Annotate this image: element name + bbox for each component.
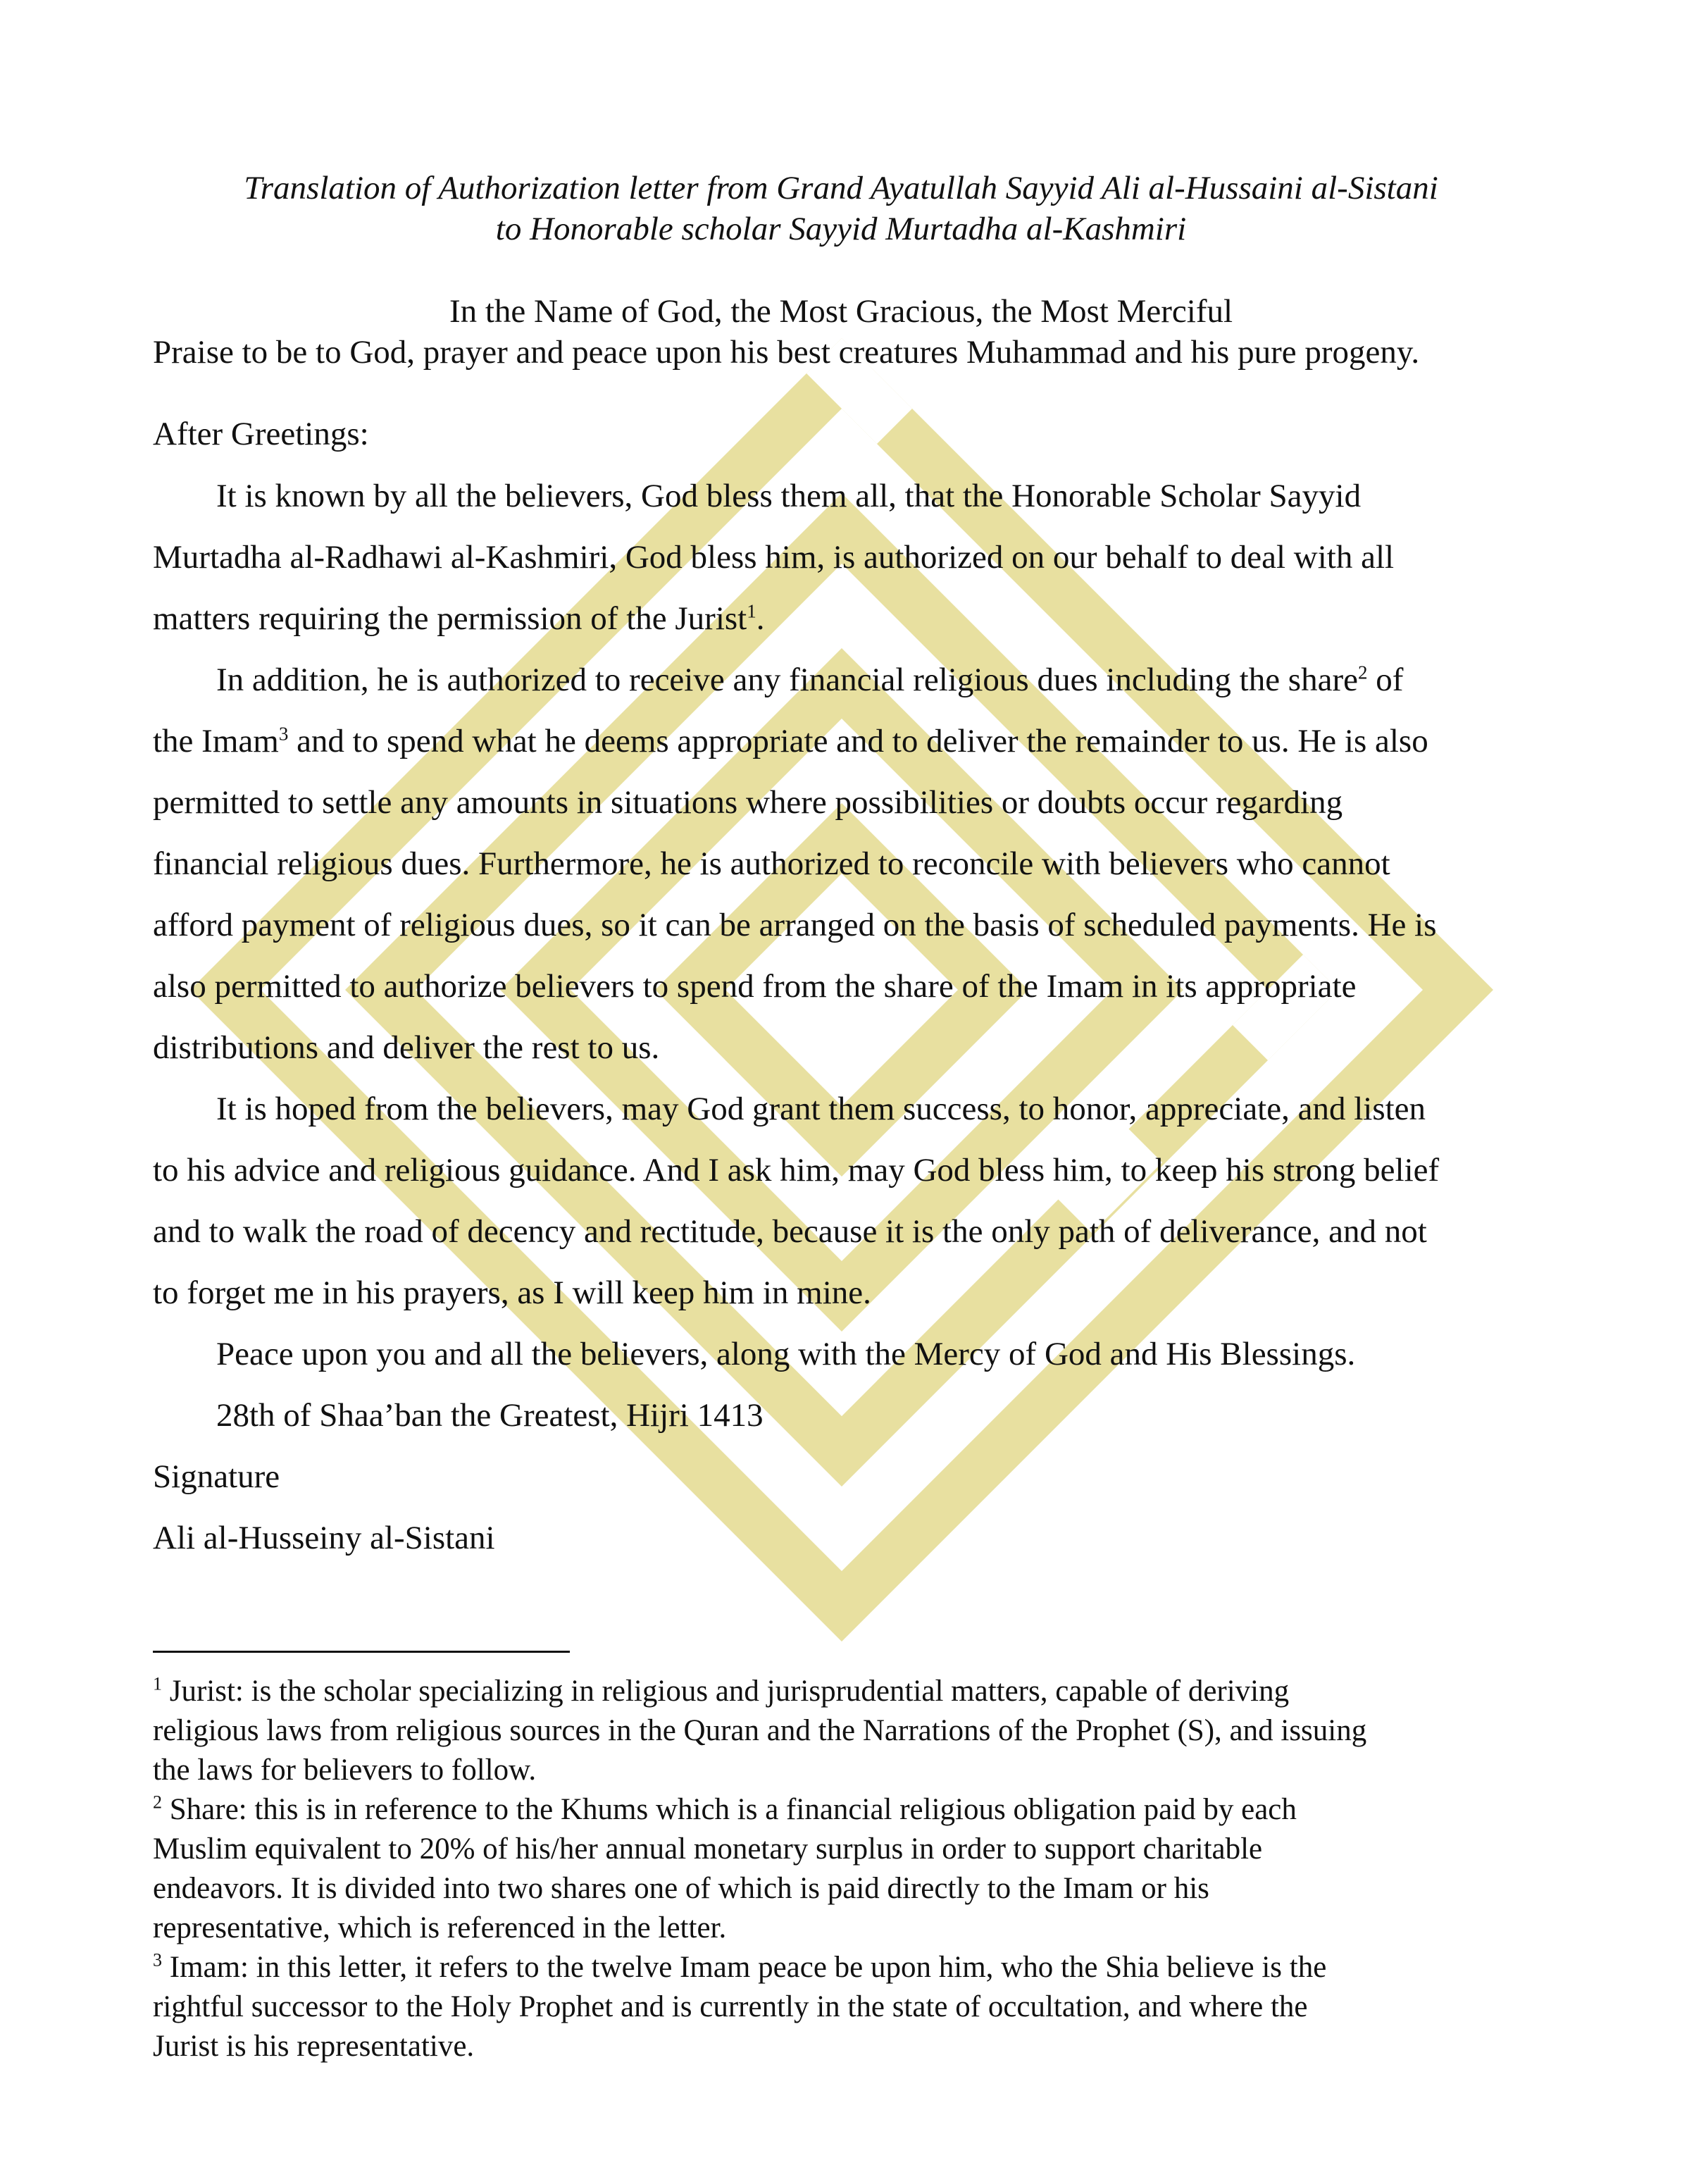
paragraph-2-line-4: financial religious dues. Furthermore, he is authorized to reconcile with believers who cannot — [153, 845, 1390, 882]
paragraph-1-text: matters requiring the permission of the Jurist — [153, 600, 747, 637]
praise-line: Praise to be to God, prayer and peace upon his best creatures Muhammad and his pure progeny. — [153, 334, 1420, 371]
footnote-3-text: Imam: in this letter, it refers to the twelve Imam peace be upon him, who the Shia believe is the — [162, 1951, 1327, 1984]
document-title-line-2: to Honorable scholar Sayyid Murtadha al-Kashmiri — [495, 211, 1187, 247]
signature-label: Signature — [153, 1458, 280, 1495]
paragraph-2-line-2-start: the Imam — [153, 723, 279, 759]
footnote-2-marker: 2 — [153, 1792, 162, 1813]
paragraph-3-line-4: to forget me in his prayers, as I will keep him in mine. — [153, 1274, 871, 1311]
document-title-line-1: Translation of Authorization letter from Grand Ayatullah Sayyid Ali al-Hussaini al-Sistani — [244, 170, 1438, 206]
footnote-1-line-1 — [153, 1672, 1289, 1711]
footnote-ref-3[interactable]: 3 — [278, 723, 289, 745]
paragraph-1-line-2: Murtadha al-Radhawi al-Kashmiri, God bless him, is authorized on our behalf to deal with all — [153, 539, 1395, 576]
footnote-2-line-3: endeavors. It is divided into two shares one of which is paid directly to the Imam or his — [153, 1872, 1209, 1905]
closing-salutation: Peace upon you and all the believers, along with the Mercy of God and His Blessings. — [216, 1336, 1356, 1372]
footnote-3-line-3: Jurist is his representative. — [153, 2030, 475, 2063]
footnote-2-text: Share: this is in reference to the Khums which is a financial religious obligation paid by each — [162, 1793, 1297, 1826]
footnote-ref-2[interactable]: 2 — [1357, 662, 1368, 683]
footnote-2-line-2: Muslim equivalent to 20% of his/her annual monetary surplus in order to support charitable — [153, 1832, 1263, 1866]
paragraph-3-line-1: It is hoped from the believers, may God grant them success, to honor, appreciate, and listen — [216, 1091, 1426, 1127]
footnote-1-text: Jurist: is the scholar specializing in religious and jurisprudential matters, capable of deriving — [162, 1675, 1290, 1708]
footnote-1-marker: 1 — [153, 1673, 162, 1694]
paragraph-2-text: In addition, he is authorized to receive any financial religious dues including the share — [216, 662, 1358, 698]
paragraph-2-line-1 — [216, 659, 1403, 700]
paragraph-2-line-1-end: of — [1367, 662, 1404, 698]
paragraph-2-line-7: distributions and deliver the rest to us. — [153, 1029, 660, 1066]
paragraph-1-end: . — [756, 600, 765, 637]
greeting: After Greetings: — [153, 416, 369, 452]
paragraph-3-line-3: and to walk the road of decency and rectitude, because it is the only path of deliverance, and not — [153, 1213, 1427, 1250]
footnote-3-line-2: rightful successor to the Holy Prophet and is currently in the state of occultation, and where the — [153, 1990, 1308, 2023]
paragraph-1-line-3 — [153, 598, 764, 639]
footnote-3-line-1 — [153, 1948, 1326, 1987]
paragraph-2-line-5: afford payment of religious dues, so it can be arranged on the basis of scheduled payments. He is — [153, 907, 1437, 943]
letter-date: 28th of Shaa’ban the Greatest, Hijri 1413 — [216, 1397, 764, 1434]
basmala: In the Name of God, the Most Gracious, the Most Merciful — [449, 293, 1233, 330]
footnote-3-marker: 3 — [153, 1949, 162, 1971]
signatory-name: Ali al-Husseiny al-Sistani — [153, 1520, 495, 1556]
footnote-1-line-3: the laws for believers to follow. — [153, 1754, 537, 1787]
paragraph-3-line-2: to his advice and religious guidance. And I ask him, may God bless him, to keep his strong belief — [153, 1152, 1440, 1189]
footnote-2-line-4: representative, which is referenced in the letter. — [153, 1911, 727, 1944]
footnote-ref-1[interactable]: 1 — [747, 600, 756, 622]
paragraph-2-line-2 — [153, 721, 1428, 762]
paragraph-1-line-1: It is known by all the believers, God bless them all, that the Honorable Scholar Sayyid — [216, 478, 1362, 514]
paragraph-2-line-6: also permitted to authorize believers to spend from the share of the Imam in its appropriate — [153, 968, 1357, 1005]
paragraph-2-line-3: permitted to settle any amounts in situations where possibilities or doubts occur regarding — [153, 784, 1343, 821]
footnote-1-line-2: religious laws from religious sources in the Quran and the Narrations of the Prophet (S), and issuing — [153, 1714, 1367, 1747]
footnote-divider — [153, 1651, 570, 1653]
paragraph-2-line-2-text: and to spend what he deems appropriate and to deliver the remainder to us. He is also — [288, 723, 1428, 759]
footnote-2-line-1 — [153, 1790, 1297, 1830]
